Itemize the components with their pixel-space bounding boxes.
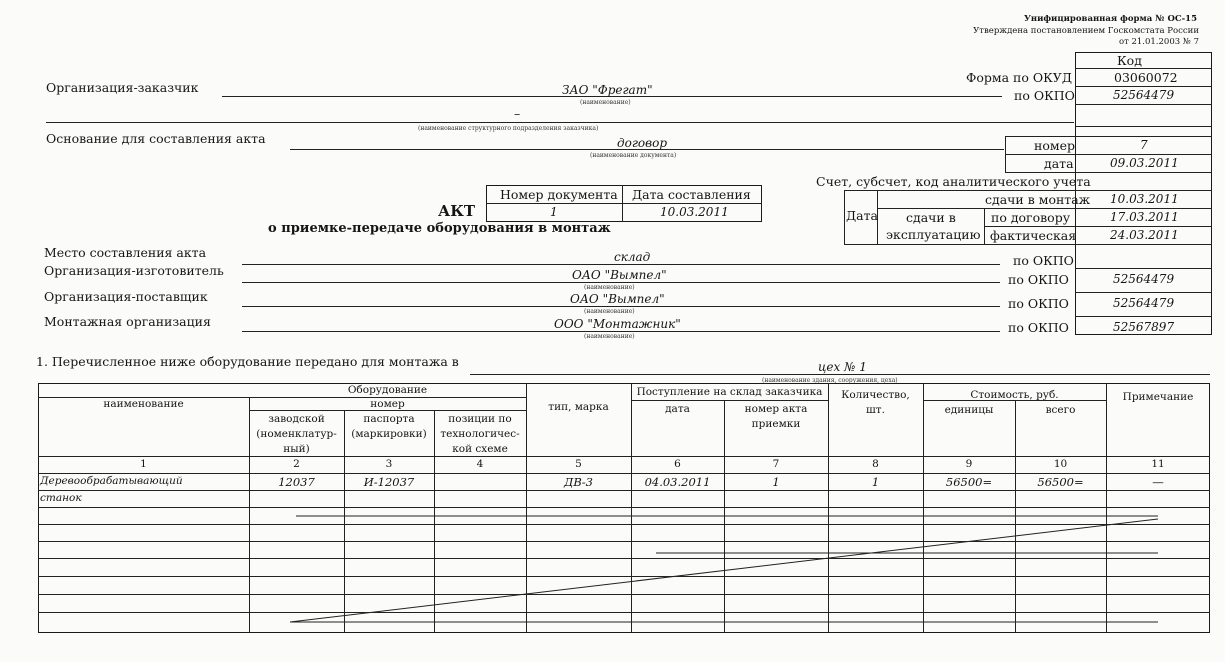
date-label: дата: [1044, 156, 1074, 171]
doc-date-header: Дата составления: [632, 187, 751, 202]
maker-okpo-label: по ОКПО: [1008, 272, 1069, 287]
th-unit: единицы: [944, 404, 994, 416]
okpo-value: 52564479: [1113, 88, 1175, 102]
maker-label: Организация-изготовитель: [44, 263, 224, 278]
th-equipment: Оборудование: [347, 384, 428, 396]
th-factory-1: заводской: [268, 413, 325, 425]
section1-text: 1. Перечисленное ниже оборудование передано для монтажа в: [36, 354, 459, 369]
col-number: 8: [872, 458, 879, 470]
code-header: Код: [1117, 53, 1142, 68]
maker-okpo: 52564479: [1113, 272, 1175, 286]
col-number: 9: [965, 458, 973, 470]
section1-caption: (наименование здания, сооружения, цеха): [762, 377, 898, 384]
division-dash: –: [514, 106, 521, 121]
exploit-label-1: сдачи в: [906, 210, 956, 225]
doc-number: 1: [550, 205, 558, 219]
customer-value: ЗАО "Фрегат": [562, 83, 653, 97]
row-accept: 1: [772, 475, 780, 489]
account-label: Счет, субсчет, код аналитического учета: [816, 174, 1091, 189]
doc-number-header: Номер документа: [500, 187, 618, 202]
act-subtitle: о приемке-передаче оборудования в монтаж: [268, 221, 611, 236]
section1-value: цех № 1: [818, 360, 867, 374]
row-type: ДВ-3: [563, 475, 593, 489]
supplier-okpo-label: по ОКПО: [1008, 296, 1069, 311]
doc-date: 10.03.2011: [660, 205, 729, 219]
approval-line-1: Утверждена постановлением Госкомстата России: [973, 26, 1199, 36]
maker-caption: (наименование): [584, 284, 635, 291]
th-accept-1: номер акта: [744, 403, 808, 415]
date-value: 09.03.2011: [1110, 156, 1179, 170]
row-qty: 1: [871, 475, 880, 489]
row-name-1: Деревообрабатывающий: [40, 475, 183, 487]
row-unit-cost: 56500=: [945, 475, 993, 489]
installer-label: Монтажная организация: [44, 314, 211, 329]
division-caption: (наименование структурного подразделения заказчика): [418, 125, 599, 132]
customer-caption: (наименование): [580, 99, 631, 106]
col-number: 6: [674, 458, 681, 470]
actual-value: 24.03.2011: [1110, 228, 1179, 242]
row-total-cost: 56500=: [1037, 475, 1084, 489]
th-passport-2: (маркировки): [351, 428, 427, 440]
okpo-label: по ОКПО: [1014, 88, 1075, 103]
row-note: —: [1152, 475, 1164, 489]
col-number: 1: [140, 458, 147, 470]
row-date: 04.03.2011: [644, 475, 711, 489]
col-number: 5: [575, 458, 582, 470]
approval-line-2: от 21.01.2003 № 7: [1118, 37, 1199, 47]
mount-value: 10.03.2011: [1110, 192, 1179, 206]
okud-value: 03060072: [1114, 70, 1178, 85]
th-receipt: Поступление на склад заказчика: [636, 386, 823, 398]
th-position-3: кой схеме: [452, 443, 508, 455]
basis-label: Основание для составления акта: [46, 131, 266, 146]
col-number: 3: [385, 458, 393, 470]
th-qty-2: шт.: [866, 404, 885, 416]
place-value: склад: [614, 250, 651, 264]
supplier-label: Организация-поставщик: [44, 289, 208, 304]
th-position-2: технологичес-: [440, 428, 520, 440]
th-qty-1: Количество,: [841, 389, 910, 401]
th-type: тип, марка: [548, 401, 609, 413]
contract-label: по договору: [991, 210, 1071, 225]
installer-okpo-label: по ОКПО: [1008, 320, 1069, 335]
act-title: АКТ: [438, 202, 476, 220]
supplier-caption: (наименование): [584, 308, 635, 315]
customer-label: Организация-заказчик: [46, 80, 199, 95]
okud-label: Форма по ОКУД: [966, 70, 1072, 85]
th-date: дата: [665, 403, 690, 415]
number-value: 7: [1140, 138, 1148, 152]
col-number: 7: [772, 458, 780, 470]
th-number: номер: [370, 398, 405, 410]
installer-okpo: 52567897: [1113, 320, 1175, 334]
number-label: номер: [1034, 138, 1075, 153]
date-group-label: Дата: [846, 208, 878, 223]
basis-value: договор: [617, 136, 668, 150]
form-title: Унифицированная форма № ОС-15: [1023, 14, 1197, 24]
th-total: всего: [1045, 404, 1076, 416]
th-factory-3: ный): [283, 443, 310, 455]
th-passport-1: паспорта: [363, 413, 415, 425]
maker-value: ОАО "Вымпел": [572, 268, 667, 282]
th-name: наименование: [103, 398, 184, 410]
supplier-okpo: 52564479: [1113, 296, 1175, 310]
row-name-2: станок: [40, 492, 82, 504]
contract-value: 17.03.2011: [1110, 210, 1179, 224]
col-number: 10: [1053, 458, 1068, 470]
installer-value: ООО "Монтажник": [554, 317, 681, 331]
th-cost: Стоимость, руб.: [970, 389, 1059, 401]
installer-caption: (наименование): [584, 333, 635, 340]
place-okpo-label: по ОКПО: [1013, 253, 1074, 268]
row-passport: И-12037: [363, 475, 415, 489]
col-number: 4: [476, 458, 484, 470]
actual-label: фактическая: [990, 228, 1077, 243]
supplier-value: ОАО "Вымпел": [570, 292, 665, 306]
th-position-1: позиции по: [448, 413, 512, 425]
col-number: 11: [1151, 458, 1165, 470]
row-factory: 12037: [278, 475, 315, 489]
place-label: Место составления акта: [44, 245, 207, 260]
col-number: 2: [293, 458, 300, 470]
basis-caption: (наименование документа): [590, 152, 677, 159]
th-note: Примечание: [1122, 391, 1194, 403]
th-factory-2: (номенклатур-: [256, 428, 337, 440]
mount-label: сдачи в монтаж: [985, 192, 1091, 207]
exploit-label-2: эксплуатацию: [886, 227, 981, 242]
th-accept-2: приемки: [751, 418, 801, 430]
